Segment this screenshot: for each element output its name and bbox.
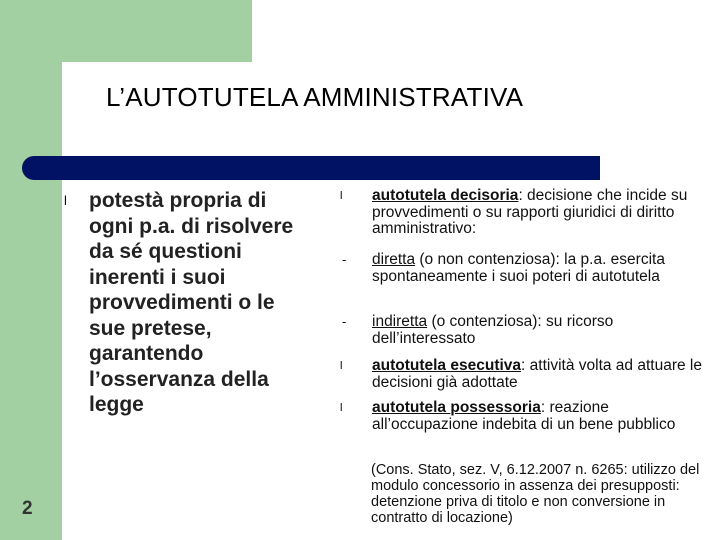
title-divider-bar <box>22 156 600 180</box>
item-description: : attività volta ad attuare le decisioni già adottate <box>372 357 702 391</box>
item-description: (o contenziosa): su ricorso dell’interessato <box>372 313 614 347</box>
term-possessoria: possessoria <box>450 399 541 416</box>
item-description: : reazione all’occupazione indebita di un bene pubblico <box>372 399 676 433</box>
dash-marker: - <box>342 252 347 267</box>
term-prefix: autotutela <box>372 399 451 416</box>
list-item-text <box>372 252 716 285</box>
slide-title: L’AUTOTUTELA AMMINISTRATIVA <box>106 82 524 112</box>
term-indiretta: indiretta <box>372 313 428 330</box>
term-decisoria: autotutela decisoria <box>372 187 519 204</box>
list-item-text <box>372 400 716 433</box>
bullet-marker: l <box>340 360 343 372</box>
slide-number: 2 <box>22 498 33 519</box>
item-description: : decisione che incide su provvedimenti o su rapporti giuridici di diritto amministrativo: <box>372 187 688 237</box>
list-item-text <box>372 188 716 238</box>
left-bullet-text: potestà propria di ogni p.a. di risolvere da sé questioni inerenti i suoi provvedimenti o le sue pretese, garantendo l’osservanza della legge <box>89 189 294 416</box>
case-law-note: (Cons. Stato, sez. V, 6.12.2007 n. 6265: utilizzo del modulo concessorio in assenza dei presupposti: detenzione priva di titolo e non conversione in contratto di locazione) <box>371 462 700 526</box>
bullet-marker: l <box>64 193 67 208</box>
green-left-band <box>0 0 62 540</box>
list-item-text <box>372 314 716 347</box>
term-esecutiva: esecutiva <box>450 357 522 374</box>
term-prefix: autotutela <box>372 357 451 374</box>
bullet-marker: l <box>340 402 343 414</box>
list-item-text <box>372 358 716 391</box>
item-description: (o non contenziosa): la p.a. esercita spontaneamente i suoi poteri di autotutela <box>372 251 665 285</box>
bullet-marker: l <box>340 190 343 202</box>
dash-marker: - <box>342 314 347 329</box>
term-diretta: diretta <box>372 251 416 268</box>
